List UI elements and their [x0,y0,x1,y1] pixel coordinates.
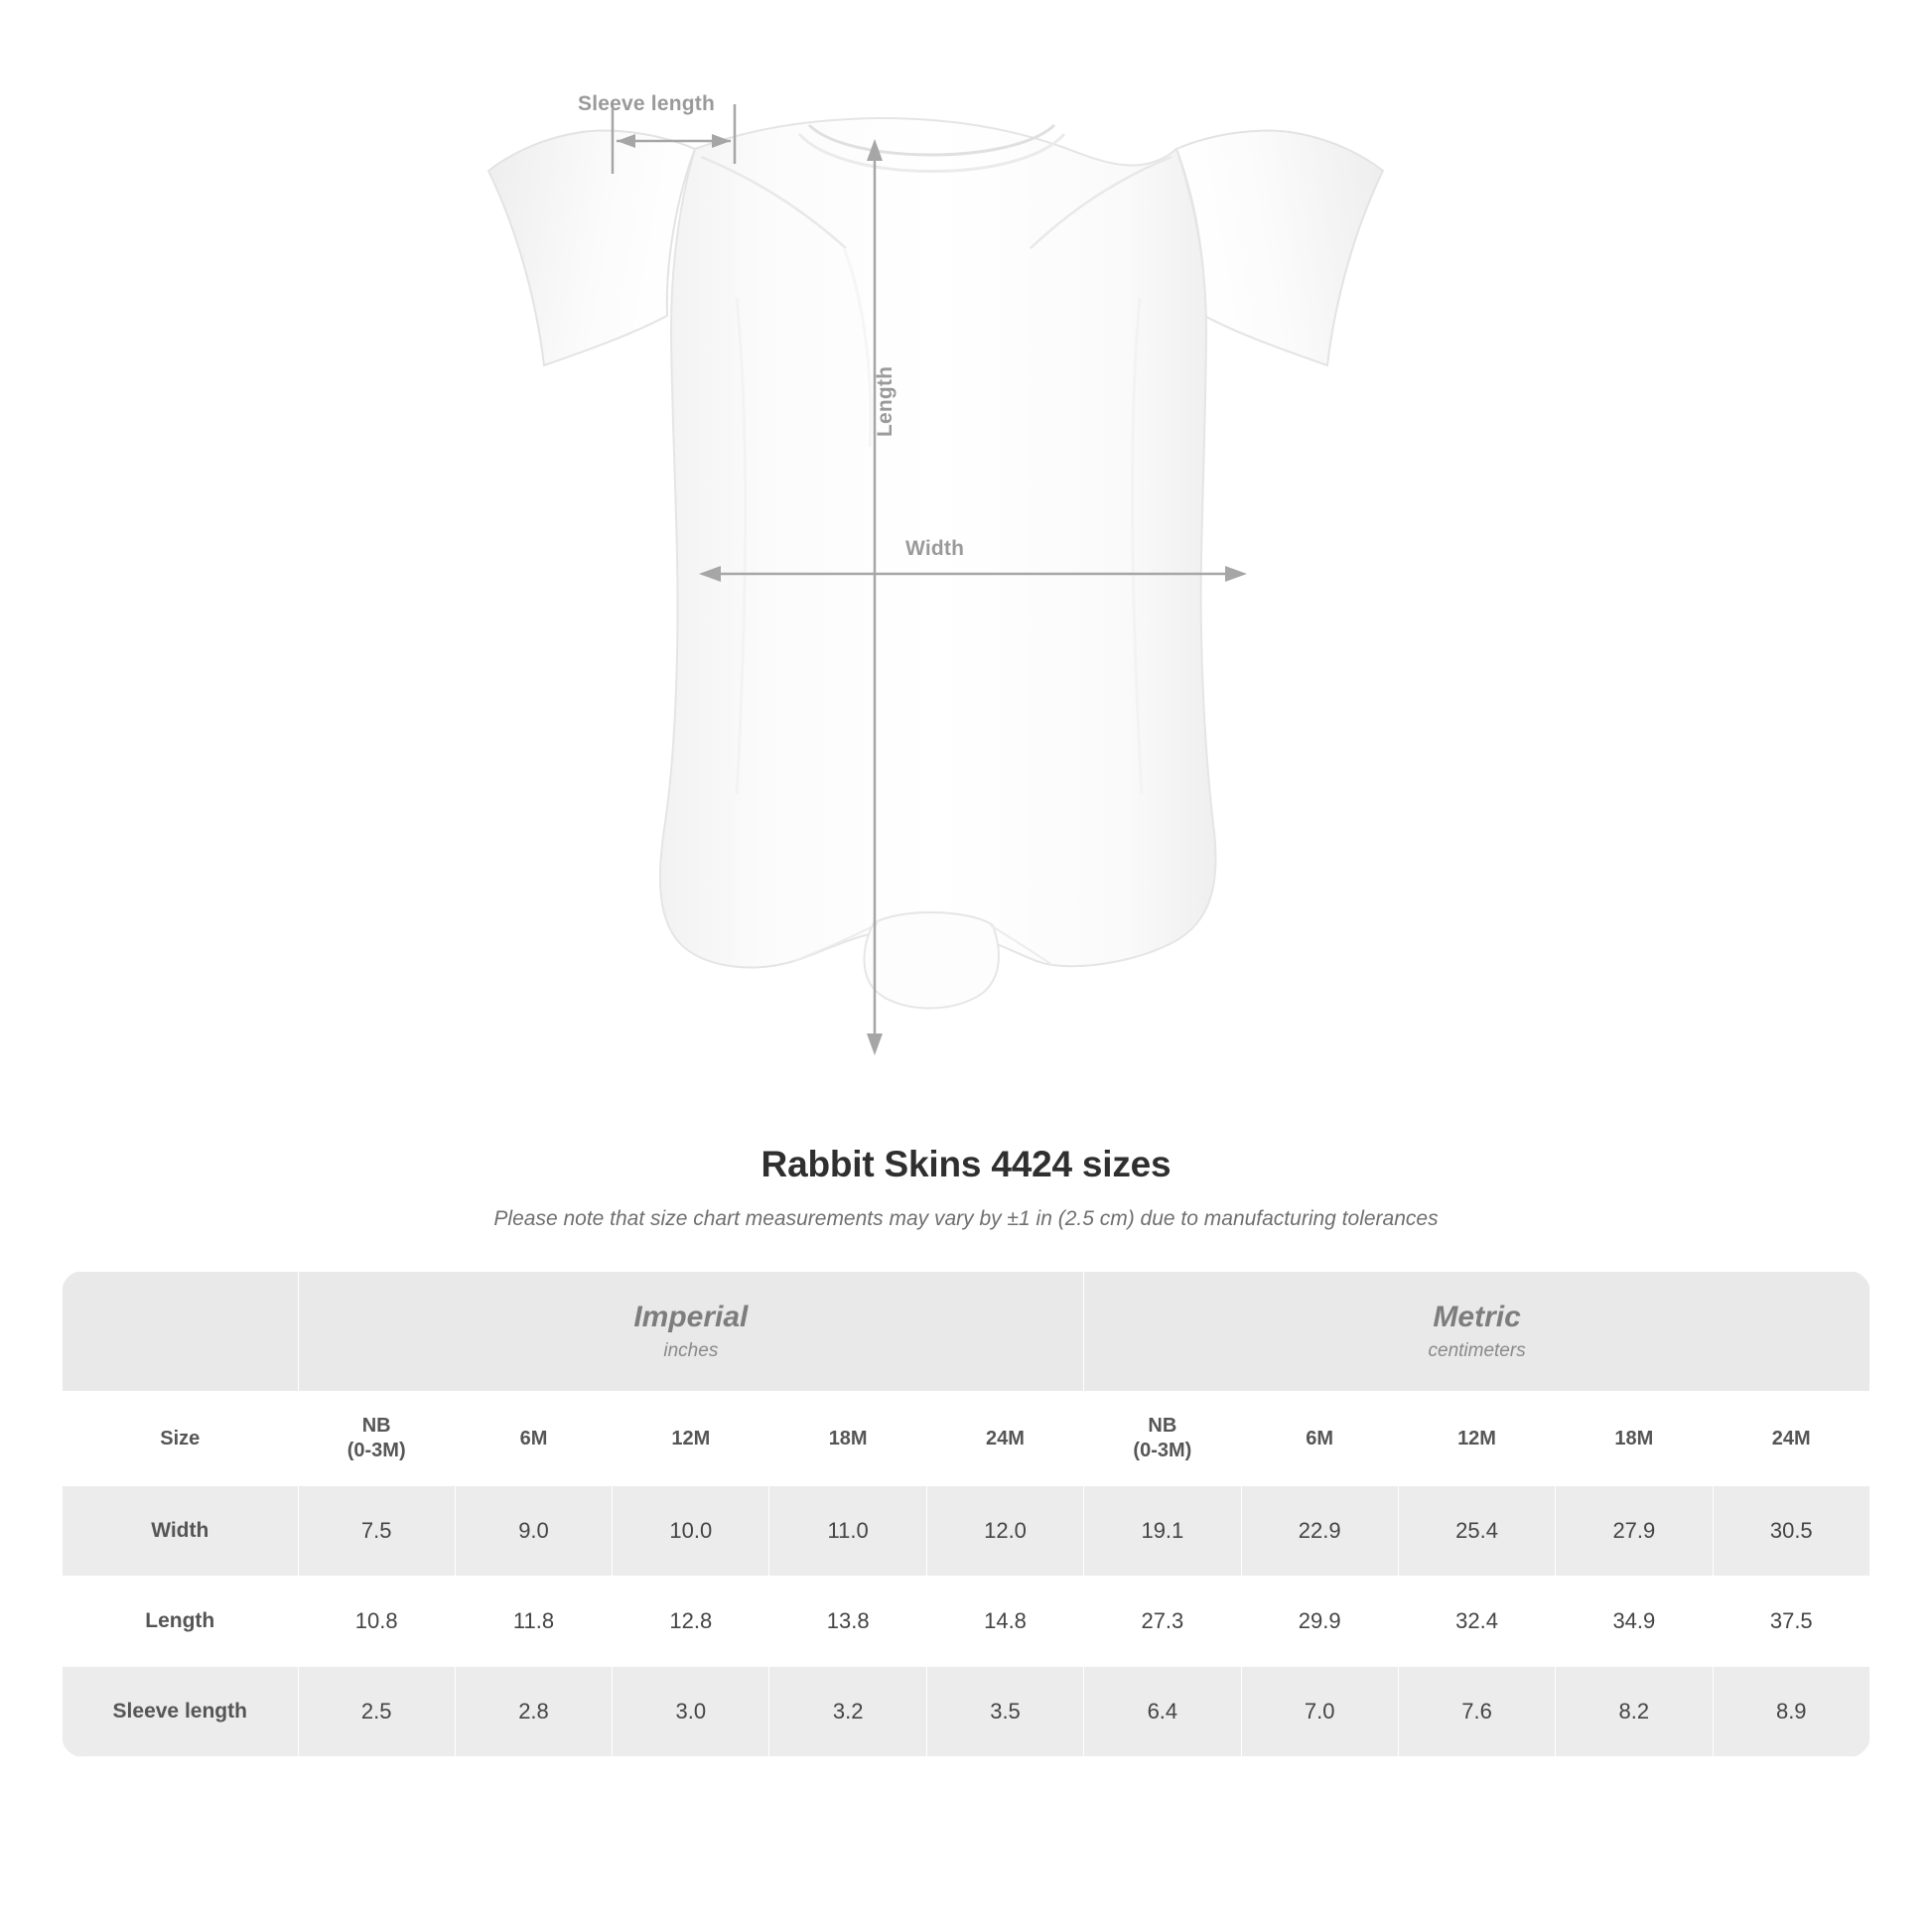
cell-sleeve-24m-cm: 8.9 [1713,1667,1869,1757]
size-table [62,1271,1870,1757]
imperial-unit-name: Imperial [633,1301,749,1333]
width-dimension-label: Width [905,537,965,560]
cell-length-nb-in: 10.8 [298,1577,455,1667]
column-header-18m-metric: 18M [1556,1392,1713,1486]
cell-sleeve-12m-cm: 7.6 [1398,1667,1555,1757]
table-corner-cell [63,1272,299,1392]
page-title: Rabbit Skins 4424 sizes [760,1144,1172,1184]
cell-length-6m-cm: 29.9 [1241,1577,1398,1667]
row-label-sleeve-length: Sleeve length [63,1667,299,1757]
cell-width-12m-cm: 25.4 [1398,1486,1555,1577]
cell-sleeve-nb-in: 2.5 [298,1667,455,1757]
cell-length-24m-in: 14.8 [926,1577,1083,1667]
cell-sleeve-6m-in: 2.8 [455,1667,612,1757]
size-label-cell: Size [63,1392,299,1486]
column-sub: (0-3M) [1133,1440,1192,1461]
column-header-nb-imperial [298,1392,455,1486]
table-row [63,1486,1870,1577]
column-header-nb-metric [1084,1392,1241,1486]
cell-width-6m-cm: 22.9 [1241,1486,1398,1577]
column-header-6m-imperial: 6M [455,1392,612,1486]
row-label-width: Width [63,1486,299,1577]
column-name: NB [1148,1415,1177,1437]
cell-length-12m-in: 12.8 [613,1577,769,1667]
cell-sleeve-18m-in: 3.2 [769,1667,926,1757]
cell-sleeve-12m-in: 3.0 [613,1667,769,1757]
metric-unit-header [1084,1272,1870,1392]
row-label-length: Length [63,1577,299,1667]
column-header-24m-imperial: 24M [926,1392,1083,1486]
column-header-24m-metric: 24M [1713,1392,1869,1486]
column-name: NB [361,1415,391,1437]
title-block [0,1144,1932,1231]
cell-length-18m-cm: 34.9 [1556,1577,1713,1667]
cell-length-24m-cm: 37.5 [1713,1577,1869,1667]
metric-unit-name: Metric [1433,1301,1521,1333]
cell-sleeve-nb-cm: 6.4 [1084,1667,1241,1757]
cell-sleeve-18m-cm: 8.2 [1556,1667,1713,1757]
imperial-unit-header [298,1272,1084,1392]
cell-sleeve-24m-in: 3.5 [926,1667,1083,1757]
size-table-container [62,1271,1870,1757]
cell-sleeve-6m-cm: 7.0 [1241,1667,1398,1757]
column-header-12m-imperial: 12M [613,1392,769,1486]
unit-header-row [63,1272,1870,1392]
column-sub: (0-3M) [346,1440,406,1461]
cell-length-6m-in: 11.8 [455,1577,612,1667]
column-header-6m-metric: 6M [1241,1392,1398,1486]
cell-width-12m-in: 10.0 [613,1486,769,1577]
sleeve-length-dimension-label: Sleeve length [578,92,715,115]
cell-width-18m-cm: 27.9 [1556,1486,1713,1577]
cell-width-18m-in: 11.0 [769,1486,926,1577]
cell-length-18m-in: 13.8 [769,1577,926,1667]
tolerance-note: Please note that size chart measurements may vary by ±1 in (2.5 cm) due to manufacturing tolerances [493,1207,1439,1230]
imperial-unit-sub: inches [663,1340,719,1361]
cell-length-nb-cm: 27.3 [1084,1577,1241,1667]
column-header-18m-imperial: 18M [769,1392,926,1486]
size-header-row [63,1392,1870,1486]
cell-width-24m-cm: 30.5 [1713,1486,1869,1577]
cell-width-24m-in: 12.0 [926,1486,1083,1577]
table-row [63,1577,1870,1667]
column-header-12m-metric: 12M [1398,1392,1555,1486]
metric-unit-sub: centimeters [1428,1340,1526,1361]
length-dimension-label: Length [874,365,897,437]
table-row [63,1667,1870,1757]
cell-width-nb-cm: 19.1 [1084,1486,1241,1577]
cell-width-6m-in: 9.0 [455,1486,612,1577]
cell-width-nb-in: 7.5 [298,1486,455,1577]
cell-length-12m-cm: 32.4 [1398,1577,1555,1667]
